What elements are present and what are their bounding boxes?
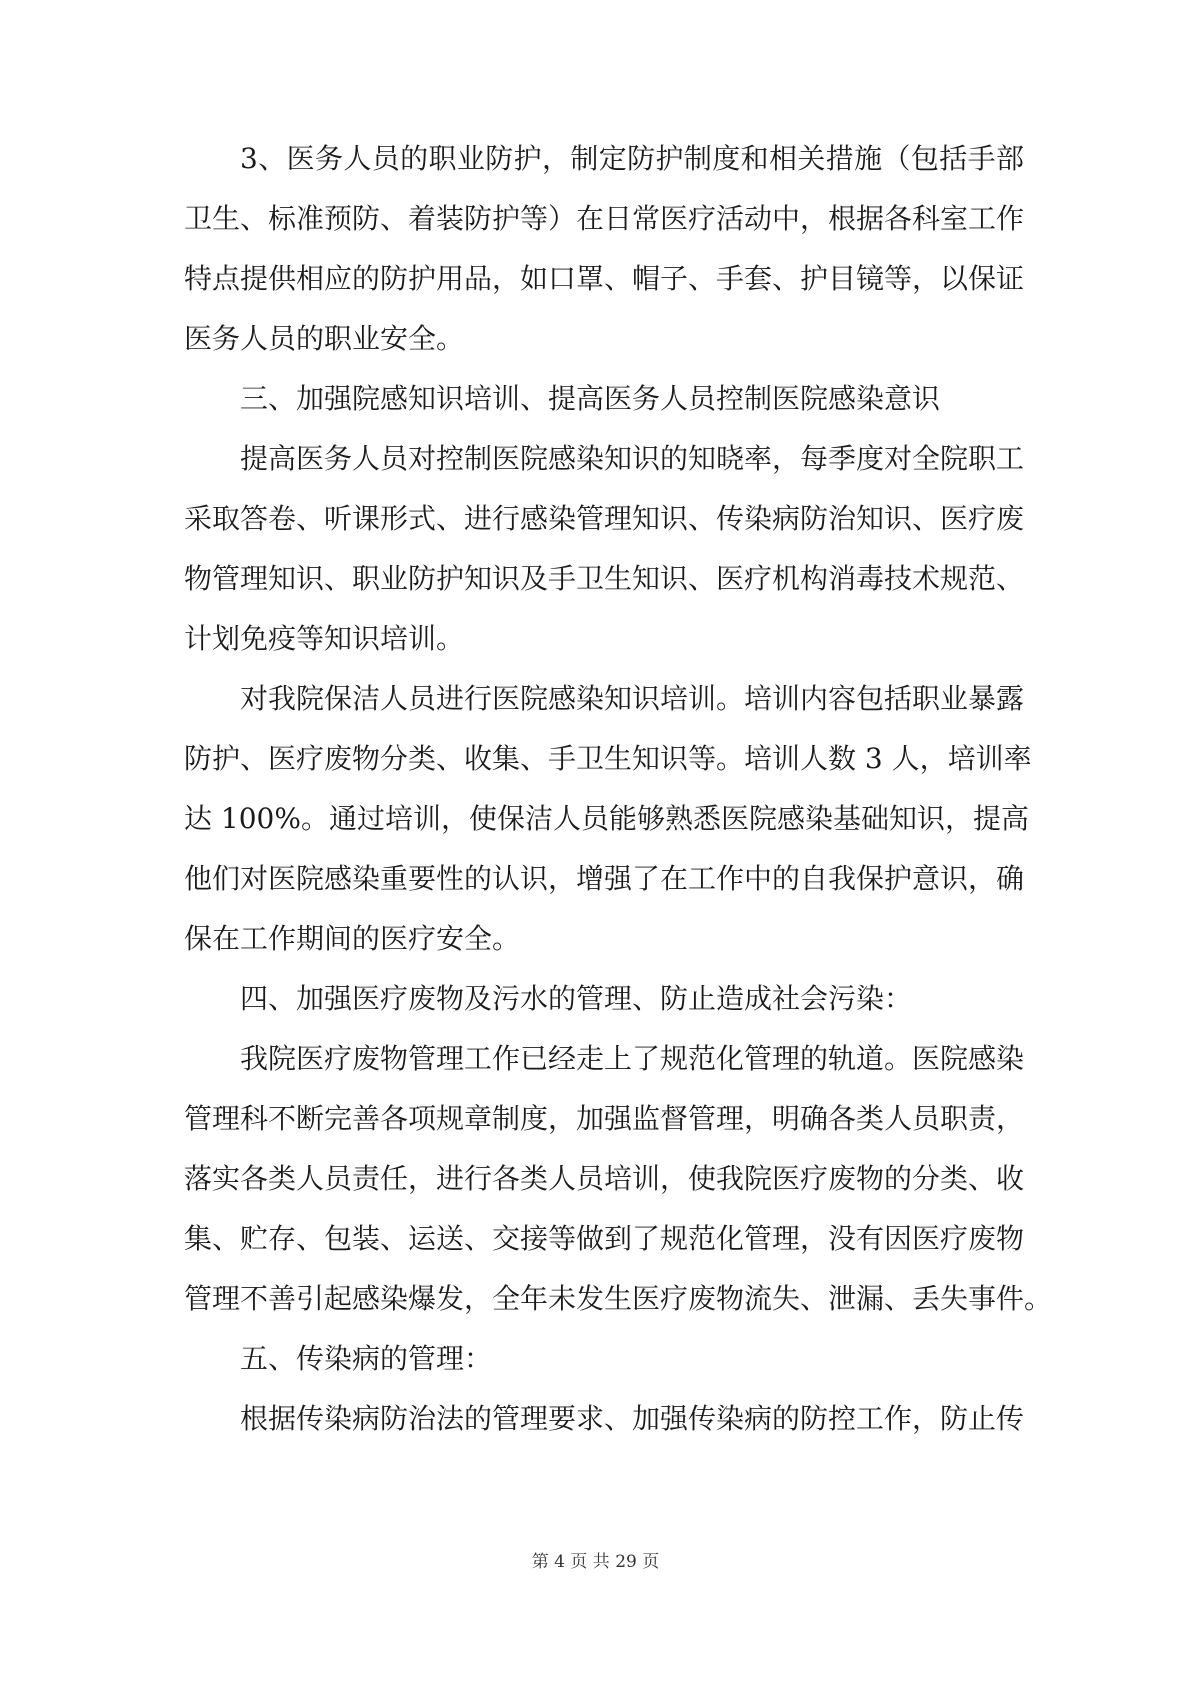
paragraph-line: 医务人员的职业安全。 xyxy=(184,322,465,355)
paragraph-line: 卫生、标准预防、着装防护等）在日常医疗活动中，根据各科室工作 xyxy=(184,202,1025,235)
paragraph-line: 采取答卷、听课形式、进行感染管理知识、传染病防治知识、医疗废 xyxy=(184,502,1025,535)
section-heading: 三、加强院感知识培训、提高医务人员控制医院感染意识 xyxy=(240,382,941,415)
paragraph-line: 提高医务人员对控制医院感染知识的知晓率，每季度对全院职工 xyxy=(240,442,1025,475)
paragraph-line: 管理科不断完善各项规章制度，加强监督管理，明确各类人员职责， xyxy=(184,1102,1025,1135)
paragraph-line: 他们对医院感染重要性的认识，增强了在工作中的自我保护意识，确 xyxy=(184,862,1025,895)
paragraph-line: 集、贮存、包装、运送、交接等做到了规范化管理，没有因医疗废物 xyxy=(184,1222,1025,1255)
paragraph-line: 对我院保洁人员进行医院感染知识培训。培训内容包括职业暴露 xyxy=(240,682,1025,715)
section-heading: 四、加强医疗废物及污水的管理、防止造成社会污染： xyxy=(240,982,913,1015)
paragraph-line: 根据传染病防治法的管理要求、加强传染病的防控工作，防止传 xyxy=(240,1402,1025,1435)
paragraph-line: 我院医疗废物管理工作已经走上了规范化管理的轨道。医院感染 xyxy=(240,1042,1025,1075)
paragraph-line: 特点提供相应的防护用品，如口罩、帽子、手套、护目镜等，以保证 xyxy=(184,262,1025,295)
paragraph-line: 计划免疫等知识培训。 xyxy=(184,622,465,655)
paragraph-line: 达 100%。通过培训，使保洁人员能够熟悉医院感染基础知识，提高 xyxy=(184,802,1029,835)
paragraph-line: 落实各类人员责任，进行各类人员培训，使我院医疗废物的分类、收 xyxy=(184,1162,1025,1195)
paragraph-line: 3、医务人员的职业防护，制定防护制度和相关措施（包括手部 xyxy=(240,142,1024,175)
paragraph-line: 管理不善引起感染爆发，全年未发生医疗废物流失、泄漏、丢失事件。 xyxy=(184,1282,1053,1315)
paragraph-line: 保在工作期间的医疗安全。 xyxy=(184,922,521,955)
section-heading: 五、传染病的管理： xyxy=(240,1342,493,1375)
paragraph-line: 防护、医疗废物分类、收集、手卫生知识等。培训人数 3 人，培训率 xyxy=(184,742,1032,775)
page-number-footer: 第 4 页 共 29 页 xyxy=(531,1552,660,1572)
paragraph-line: 物管理知识、职业防护知识及手卫生知识、医疗机构消毒技术规范、 xyxy=(184,562,1025,595)
